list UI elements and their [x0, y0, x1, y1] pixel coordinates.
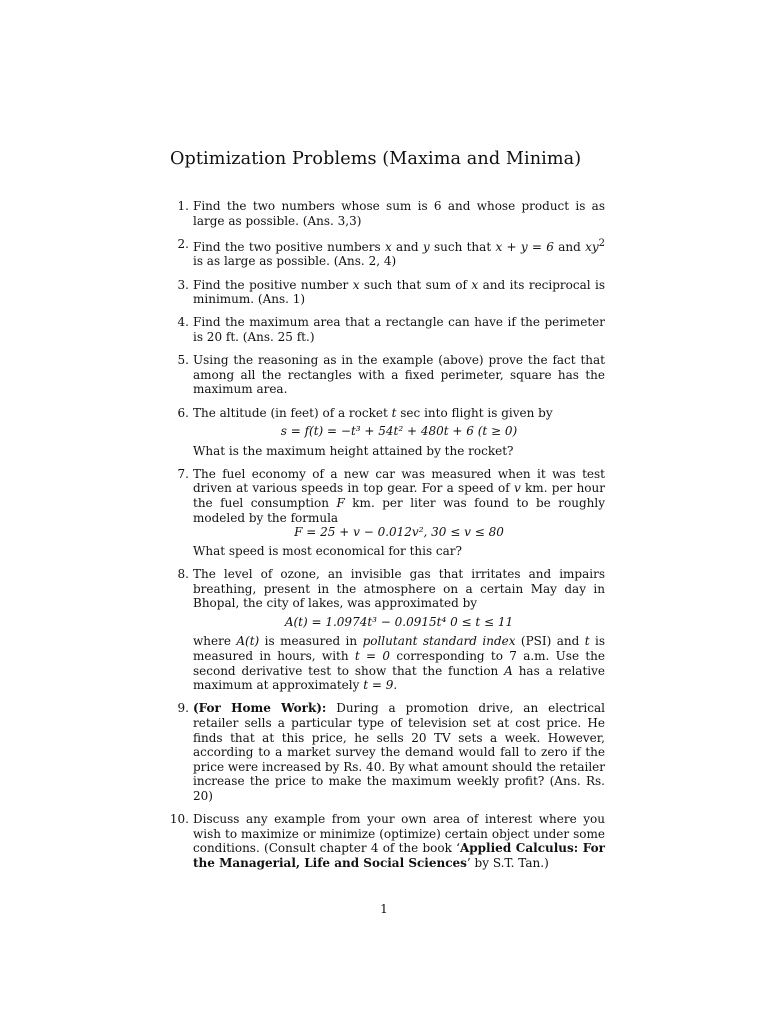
problem-text: Discuss any example from your own area of interest where you wish to maximize or minimize (optimize) certain object under some conditions. (Consult chapter 4 of the book ‘Applied Calculus: For the Managerial, Life and Social Sciences’ by S.T. Tan.): [193, 812, 605, 870]
problem-4: [175, 315, 605, 344]
problem-7: [175, 467, 605, 559]
homework-label: (For Home Work):: [193, 701, 327, 716]
equation: F = 25 + v − 0.012v², 30 ≤ v ≤ 80: [294, 525, 504, 540]
page-title: Optimization Problems (Maxima and Minima): [170, 149, 582, 169]
problem-number: 6.: [177, 405, 189, 420]
problem-text: Find the two numbers whose sum is 6 and whose product is as large as possible. (Ans. 3,3): [193, 199, 605, 228]
problem-number: 3.: [177, 277, 189, 292]
problem-number: 2.: [177, 236, 189, 251]
problem-text: The altitude (in feet) of a rocket t sec into flight is given by: [193, 405, 553, 420]
problem-number: 10.: [169, 812, 189, 827]
problem-number: 4.: [177, 315, 189, 330]
problem-number: 5.: [177, 353, 189, 368]
problem-5: [175, 353, 605, 397]
problem-question: What is the maximum height attained by the rocket?: [193, 443, 514, 458]
problem-2: [175, 237, 605, 269]
problem-text: The fuel economy of a new car was measured when it was test driven at various speeds in top gear. For a speed of v km. per hour the fuel consumption F km. per liter was found to be roughly modeled by the formula: [193, 466, 605, 525]
book-title: Applied Calculus: For the Managerial, Life and Social Sciences: [193, 841, 605, 870]
equation: A(t) = 1.0974t³ − 0.0915t⁴ 0 ≤ t ≤ 11: [284, 614, 514, 629]
problem-number: 1.: [177, 199, 189, 213]
problem-number: 7.: [177, 466, 189, 481]
problem-9: [175, 701, 605, 803]
problem-10: [169, 812, 605, 870]
problem-text-continued: where A(t) is measured in pollutant standard index (PSI) and t is measured in hours, with t = 0 corresponding to 7 a.m. Use the second derivative test to show that the function A has a relative maximum at approximately t = 9.: [193, 634, 606, 693]
problem-number: 9.: [177, 701, 189, 716]
equation: s = f(t) = −t³ + 54t² + 480t + 6 (t ≥ 0): [280, 424, 518, 439]
problem-8: [175, 567, 605, 693]
problem-text: Find the two positive numbers x and y such that x + y = 6 and $xy^2$ is as large as possible. (Ans. 2, 4): [193, 237, 605, 269]
problem-number: 8.: [177, 567, 189, 582]
problem-text: The level of ozone, an invisible gas that irritates and impairs breathing, present in the atmosphere on a certain May day in Bhopal, the city of lakes, was approximated by: [193, 567, 605, 611]
problem-text: Find the maximum area that a rectangle can have if the perimeter is 20 ft. (Ans. 25 ft.): [193, 315, 605, 344]
page-number: 1: [380, 902, 388, 916]
problem-6: [175, 406, 605, 459]
problem-3: [175, 278, 605, 307]
problem-text: (For Home Work): During a promotion drive, an electrical retailer sells a particular type of television set at cost price. He finds that at this price, he sells 20 TV sets a week. However, according to a market survey the demand would fall to zero if the price were increased by Rs. 40. By what amount should the retailer increase the price to make the maximum weekly profit? (Ans. Rs. 20): [193, 701, 605, 803]
problem-question: What speed is most economical for this car?: [193, 543, 462, 558]
problem-list: [169, 199, 606, 879]
problem-1: [175, 199, 605, 228]
problem-text: Find the positive number x such that sum of x and its reciprocal is minimum. (Ans. 1): [193, 277, 605, 307]
problem-text: Using the reasoning as in the example (above) prove the fact that among all the rectangles with a fixed perimeter, square has the maximum area.: [193, 353, 605, 397]
